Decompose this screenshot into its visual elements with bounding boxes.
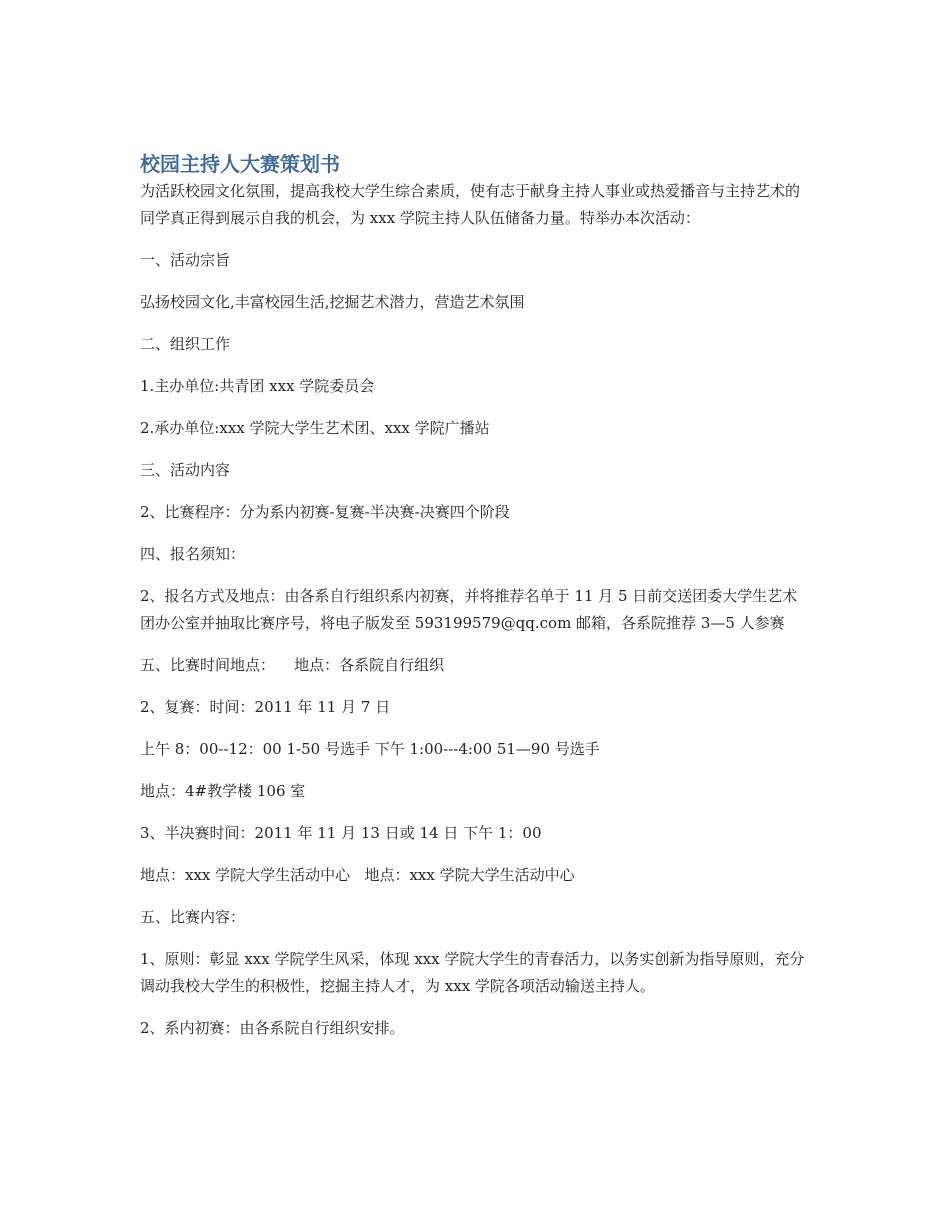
paragraph: 1、原则：彰显 xxx 学院学生风采，体现 xxx 学院大学生的青春活力，以务实创新为指导原则，充分调动我校大学生的积极性，挖掘主持人才，为 xxx 学院各项活动输送主持人。 [140, 950, 805, 995]
section-heading: 三、活动内容 [140, 461, 231, 479]
section-heading: 四、报名须知： [140, 545, 246, 563]
paragraph: 2、复赛：时间：2011 年 11 月 7 日 [140, 698, 391, 716]
intro-paragraph: 为活跃校园文化氛围，提高我校大学生综合素质，使有志于献身主持人事业或热爱播音与主持艺术的同学真正得到展示自我的机会，为 xxx 学院主持人队伍储备力量。特举办本次活动： [140, 182, 801, 227]
paragraph: 2、报名方式及地点：由各系自行组织系内初赛，并将推荐名单于 11 月 5 日前交送团委大学生艺术团办公室并抽取比赛序号，将电子版发至 593199579@qq.com 邮箱，各系院推荐 3—5 人参赛 [140, 587, 798, 632]
paragraph: 上午 8：00--12：00 1-50 号选手 下午 1:00---4:00 51—90 号选手 [140, 740, 600, 758]
paragraph: 弘扬校园文化,丰富校园生活,挖掘艺术潜力，营造艺术氛围 [140, 293, 525, 311]
section-heading: 五、比赛时间地点： 地点：各系院自行组织 [140, 656, 445, 674]
section-heading: 二、组织工作 [140, 335, 231, 353]
paragraph: 2、比赛程序：分为系内初赛-复赛-半决赛-决赛四个阶段 [140, 503, 510, 521]
document-title: 校园主持人大赛策划书 [140, 152, 340, 176]
paragraph: 2.承办单位:xxx 学院大学生艺术团、xxx 学院广播站 [140, 419, 490, 437]
paragraph: 3、半决赛时间：2011 年 11 月 13 日或 14 日 下午 1：00 [140, 824, 542, 842]
paragraph: 地点：xxx 学院大学生活动中心 地点：xxx 学院大学生活动中心 [140, 866, 575, 884]
paragraph: 地点：4#教学楼 106 室 [140, 782, 306, 800]
paragraph: 2、系内初赛：由各系院自行组织安排。 [140, 1019, 405, 1037]
section-heading: 五、比赛内容： [140, 908, 246, 926]
document-body [140, 150, 812, 1042]
section-heading: 一、活动宗旨 [140, 251, 231, 269]
paragraph: 1.主办单位:共青团 xxx 学院委员会 [140, 377, 375, 395]
